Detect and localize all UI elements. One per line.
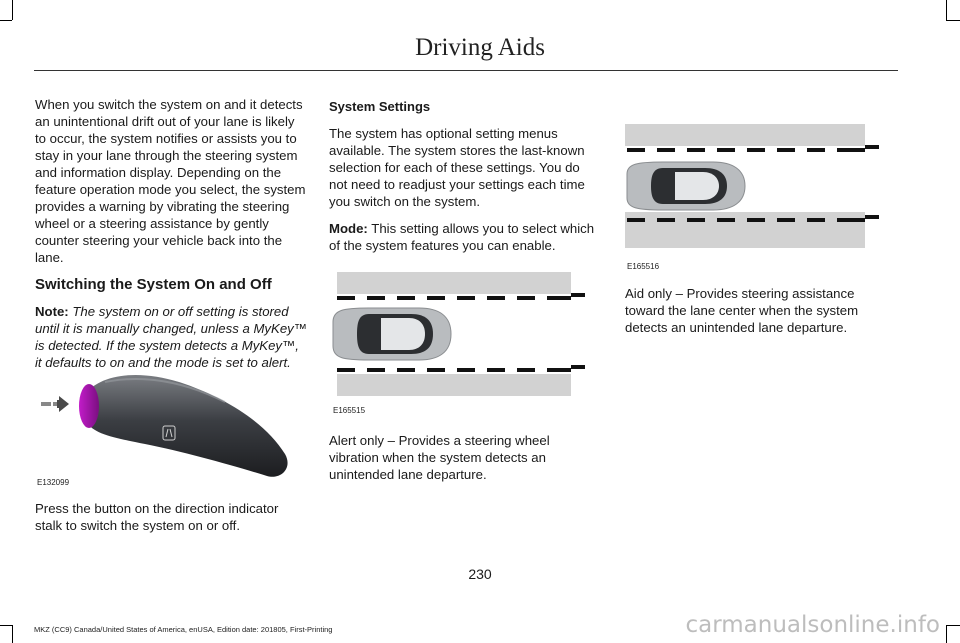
crop-mark <box>0 20 12 21</box>
column-left <box>35 96 307 381</box>
column-right <box>625 285 897 346</box>
crop-mark <box>946 20 960 21</box>
page-title: Driving Aids <box>415 34 545 61</box>
column-middle-bottom <box>329 432 601 493</box>
note-paragraph <box>35 303 307 371</box>
watermark: carmanualsonline.info <box>685 612 940 638</box>
intro-paragraph: When you switch the system on and it detects an unintentional drift out of your lane is likely to occur, the system notifies or assists you to stay in your lane through the steering system and information display. Depending on the feature operation mode you select, the system provides a warning by vibrating the steering wheel or a steering assistance by gently counter steering your vehicle back into the lane. <box>35 97 306 265</box>
car-icon <box>333 308 451 360</box>
note-label: Note: <box>35 304 69 319</box>
crop-mark <box>946 625 960 626</box>
crop-mark <box>946 625 947 643</box>
car-icon <box>627 162 745 210</box>
note-text: The system on or off setting is stored until it is manually changed, unless a MyKey™ is detected. If the system detects a MyKey™, it defaults to on and the mode is set to alert. <box>35 304 307 370</box>
figure-code: E165515 <box>333 406 366 415</box>
crop-mark <box>12 0 13 20</box>
mode-text: This setting allows you to select which of the system features you can enable. <box>329 221 595 253</box>
alert-paragraph: Alert only – Provides a steering wheel vibration when the system detects an unintended lane departure. <box>329 433 550 482</box>
crop-mark <box>946 0 947 20</box>
page-number: 230 <box>468 566 492 582</box>
mode-label: Mode: <box>329 221 368 236</box>
column-middle <box>329 98 601 264</box>
footer-edition: MKZ (CC9) Canada/United States of America, enUSA, Edition date: 201805, First-Printing <box>34 625 333 634</box>
crop-mark <box>0 625 12 626</box>
settings-paragraph: The system has optional setting menus available. The system stores the last-known selection for each of these settings. You do not need to readjust your settings each time you switch on the system. <box>329 126 585 209</box>
figure-code: E132099 <box>37 478 70 487</box>
section-heading: Switching the System On and Off <box>35 276 272 293</box>
figure-code: E165516 <box>627 262 660 271</box>
aid-paragraph: Aid only – Provides steering assistance toward the lane center when the system detects an unintended lane departure. <box>625 286 859 335</box>
lane-figure-alert <box>329 272 601 420</box>
stalk-figure <box>35 362 307 490</box>
section-heading: System Settings <box>329 99 431 114</box>
lane-departure-alert-illustration <box>329 272 601 402</box>
header-divider <box>34 70 898 71</box>
lane-figure-aid <box>625 124 897 272</box>
crop-mark <box>12 625 13 643</box>
mode-paragraph <box>329 220 601 254</box>
direction-indicator-stalk-illustration <box>35 362 307 490</box>
press-paragraph: Press the button on the direction indicator stalk to switch the system on or off. <box>35 501 279 533</box>
lane-departure-aid-illustration <box>625 124 897 254</box>
column-left-bottom <box>35 500 307 544</box>
